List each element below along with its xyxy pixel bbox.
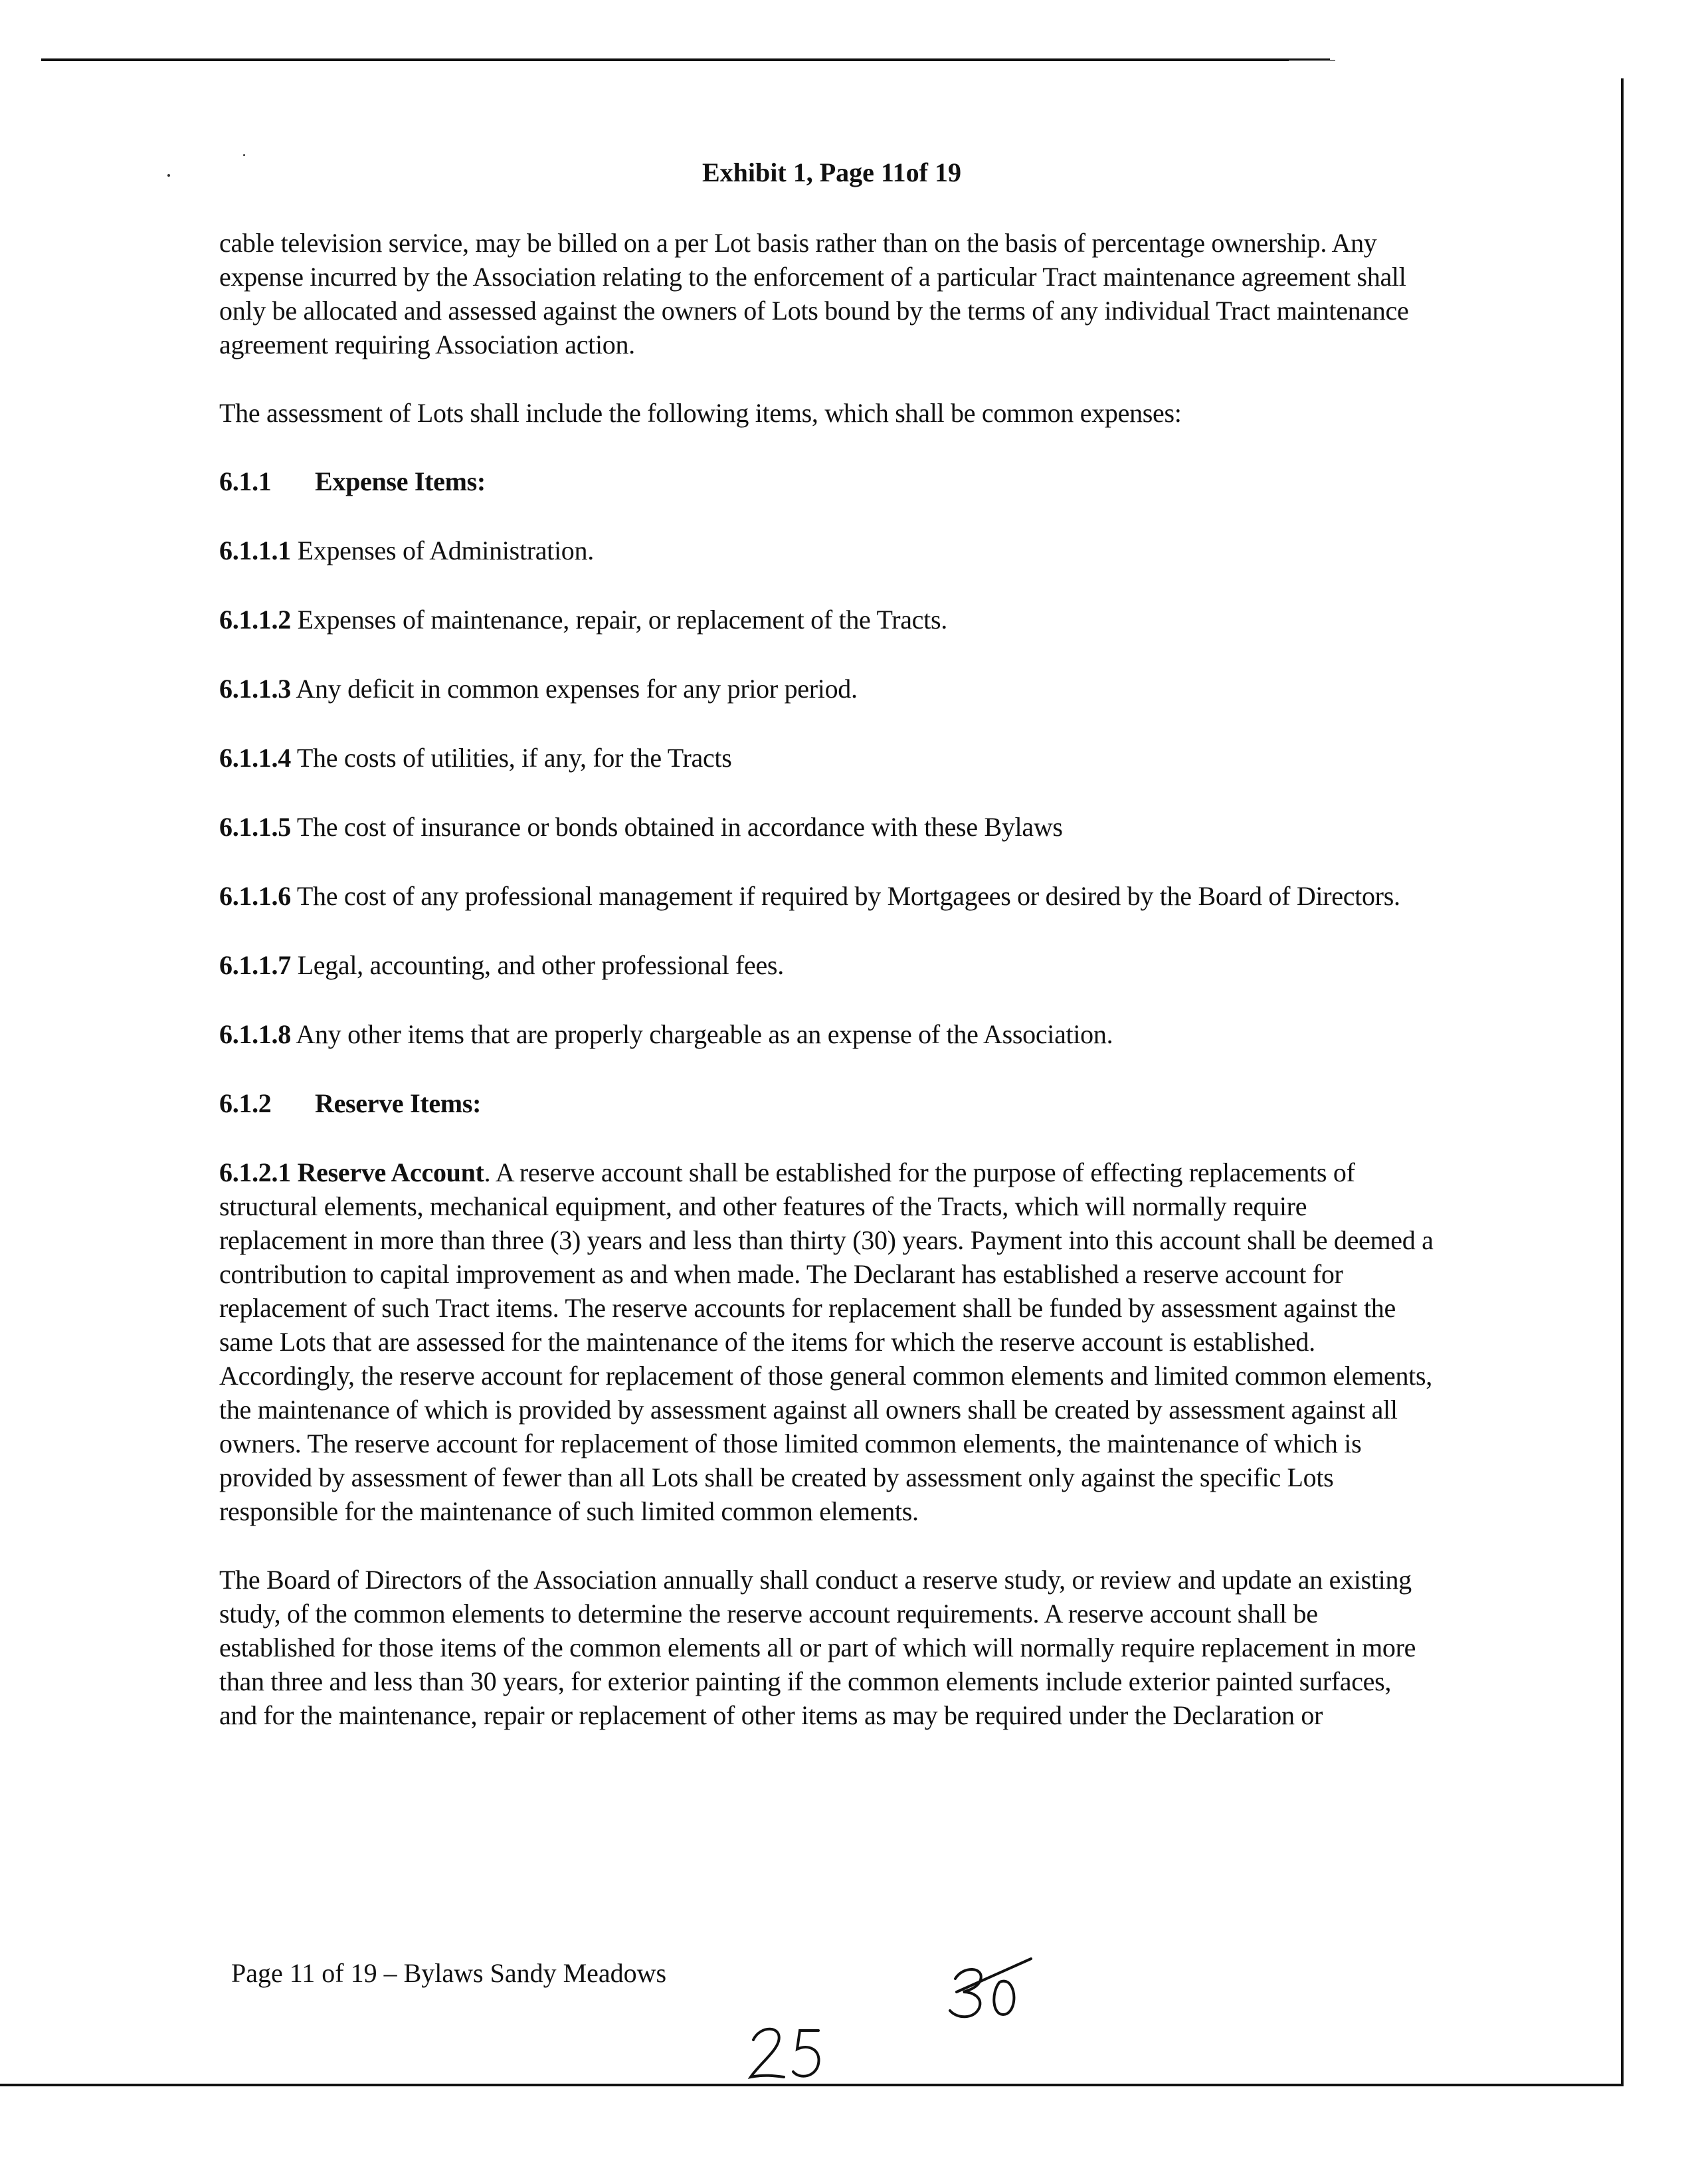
expense-item xyxy=(219,879,1435,913)
expense-item xyxy=(219,948,1435,982)
item-number: 6.1.1.8 xyxy=(219,1019,291,1049)
item-text: The costs of utilities, if any, for the Tracts xyxy=(290,743,732,773)
section-heading-6-1-1 xyxy=(219,464,1435,498)
item-number: 6.1.1.3 xyxy=(219,674,291,704)
expense-item xyxy=(219,741,1435,775)
right-border-line xyxy=(1621,78,1624,2085)
expense-item xyxy=(219,534,1435,567)
item-text: Expenses of maintenance, repair, or replacement of the Tracts. xyxy=(290,605,947,635)
item-text: Legal, accounting, and other professional fees. xyxy=(290,950,784,980)
expense-item xyxy=(219,672,1435,706)
page-footer: Page 11 of 19 – Bylaws Sandy Meadows xyxy=(231,1958,667,1988)
item-number: 6.1.1.2 xyxy=(219,605,291,635)
handwritten-page-mark-25-icon xyxy=(744,2013,830,2086)
item-number: 6.1.1.4 xyxy=(219,743,291,773)
item-number: 6.1.1.5 xyxy=(219,812,291,842)
section-heading-6-1-2 xyxy=(219,1086,1435,1120)
reserve-account-paragraph xyxy=(219,1155,1435,1528)
expense-item xyxy=(219,603,1435,637)
section-title: Expense Items: xyxy=(315,466,486,496)
header-title: Exhibit 1, Page 11of 19 xyxy=(702,157,962,187)
document-body xyxy=(219,226,1435,1767)
reserve-account-text: . A reserve account shall be established for the purpose of effecting replacements of structural elements, mechanical equipment, and other features of the Tracts, which will normally require replacement in more than three (3) years and less than thirty (30) years. Payment into this account shall be deemed a contribution to capital improvement as and when made. The Declarant has established a reserve account for replacement of such Tract items. The reserve accounts for replacement shall be funded by assessment against the same Lots that are assessed for the maintenance of the items for which the reserve account is established. Accordingly, the reserve account for replacement of those general common elements and limited common elements, the maintenance of which is provided by assessment against all owners shall be created by assessment against all owners. The reserve account for replacement of those limited common elements, the maintenance of which is provided by assessment of fewer than all Lots shall be created by assessment only against the specific Lots responsible for the maintenance of such limited common elements. xyxy=(219,1157,1434,1526)
top-border-line-tail xyxy=(1289,60,1335,61)
item-text: Any other items that are properly chargeable as an expense of the Association. xyxy=(290,1019,1113,1049)
expense-item xyxy=(219,1017,1435,1051)
item-number: 6.1.1.7 xyxy=(219,950,291,980)
item-text: Expenses of Administration. xyxy=(290,536,594,565)
section-number: 6.1.1 xyxy=(219,466,272,496)
handwritten-page-mark-30-icon xyxy=(943,1953,1043,2027)
expense-item xyxy=(219,810,1435,844)
section-title: Reserve Items: xyxy=(315,1088,482,1118)
intro-paragraph-1: cable television service, may be billed on a per Lot basis rather than on the basis of percentage ownership. Any expense incurred by the Association relating to the enforcement of a particular Tract maintenance agreement shall only be allocated and assessed against the owners of Lots bound by the terms of any individual Tract maintenance agreement requiring Association action. xyxy=(219,228,1409,359)
item-number: 6.1.1.1 xyxy=(219,536,291,565)
item-text: The cost of insurance or bonds obtained in accordance with these Bylaws xyxy=(290,812,1063,842)
page-header xyxy=(0,155,1690,190)
intro-paragraph-2: The assessment of Lots shall include the following items, which shall be common expenses: xyxy=(219,398,1182,428)
item-text: The cost of any professional management if required by Mortgagees or desired by the Board of Directors. xyxy=(290,881,1400,911)
section-number: 6.1.2 xyxy=(219,1088,272,1118)
item-number: 6.1.1.6 xyxy=(219,881,291,911)
top-border-line xyxy=(41,58,1330,61)
reserve-account-label: 6.1.2.1 Reserve Account xyxy=(219,1157,484,1187)
item-text: Any deficit in common expenses for any prior period. xyxy=(290,674,858,704)
board-reserve-study-paragraph: The Board of Directors of the Association annually shall conduct a reserve study, or review and update an existing study, of the common elements to determine the reserve account requirements. A reserve account shall be established for those items of the common elements all or part of which will normally require replacement in more than three and less than 30 years, for exterior painting if the common elements include exterior painted surfaces, and for the maintenance, repair or replacement of other items as may be required under the Declaration or xyxy=(219,1565,1416,1730)
